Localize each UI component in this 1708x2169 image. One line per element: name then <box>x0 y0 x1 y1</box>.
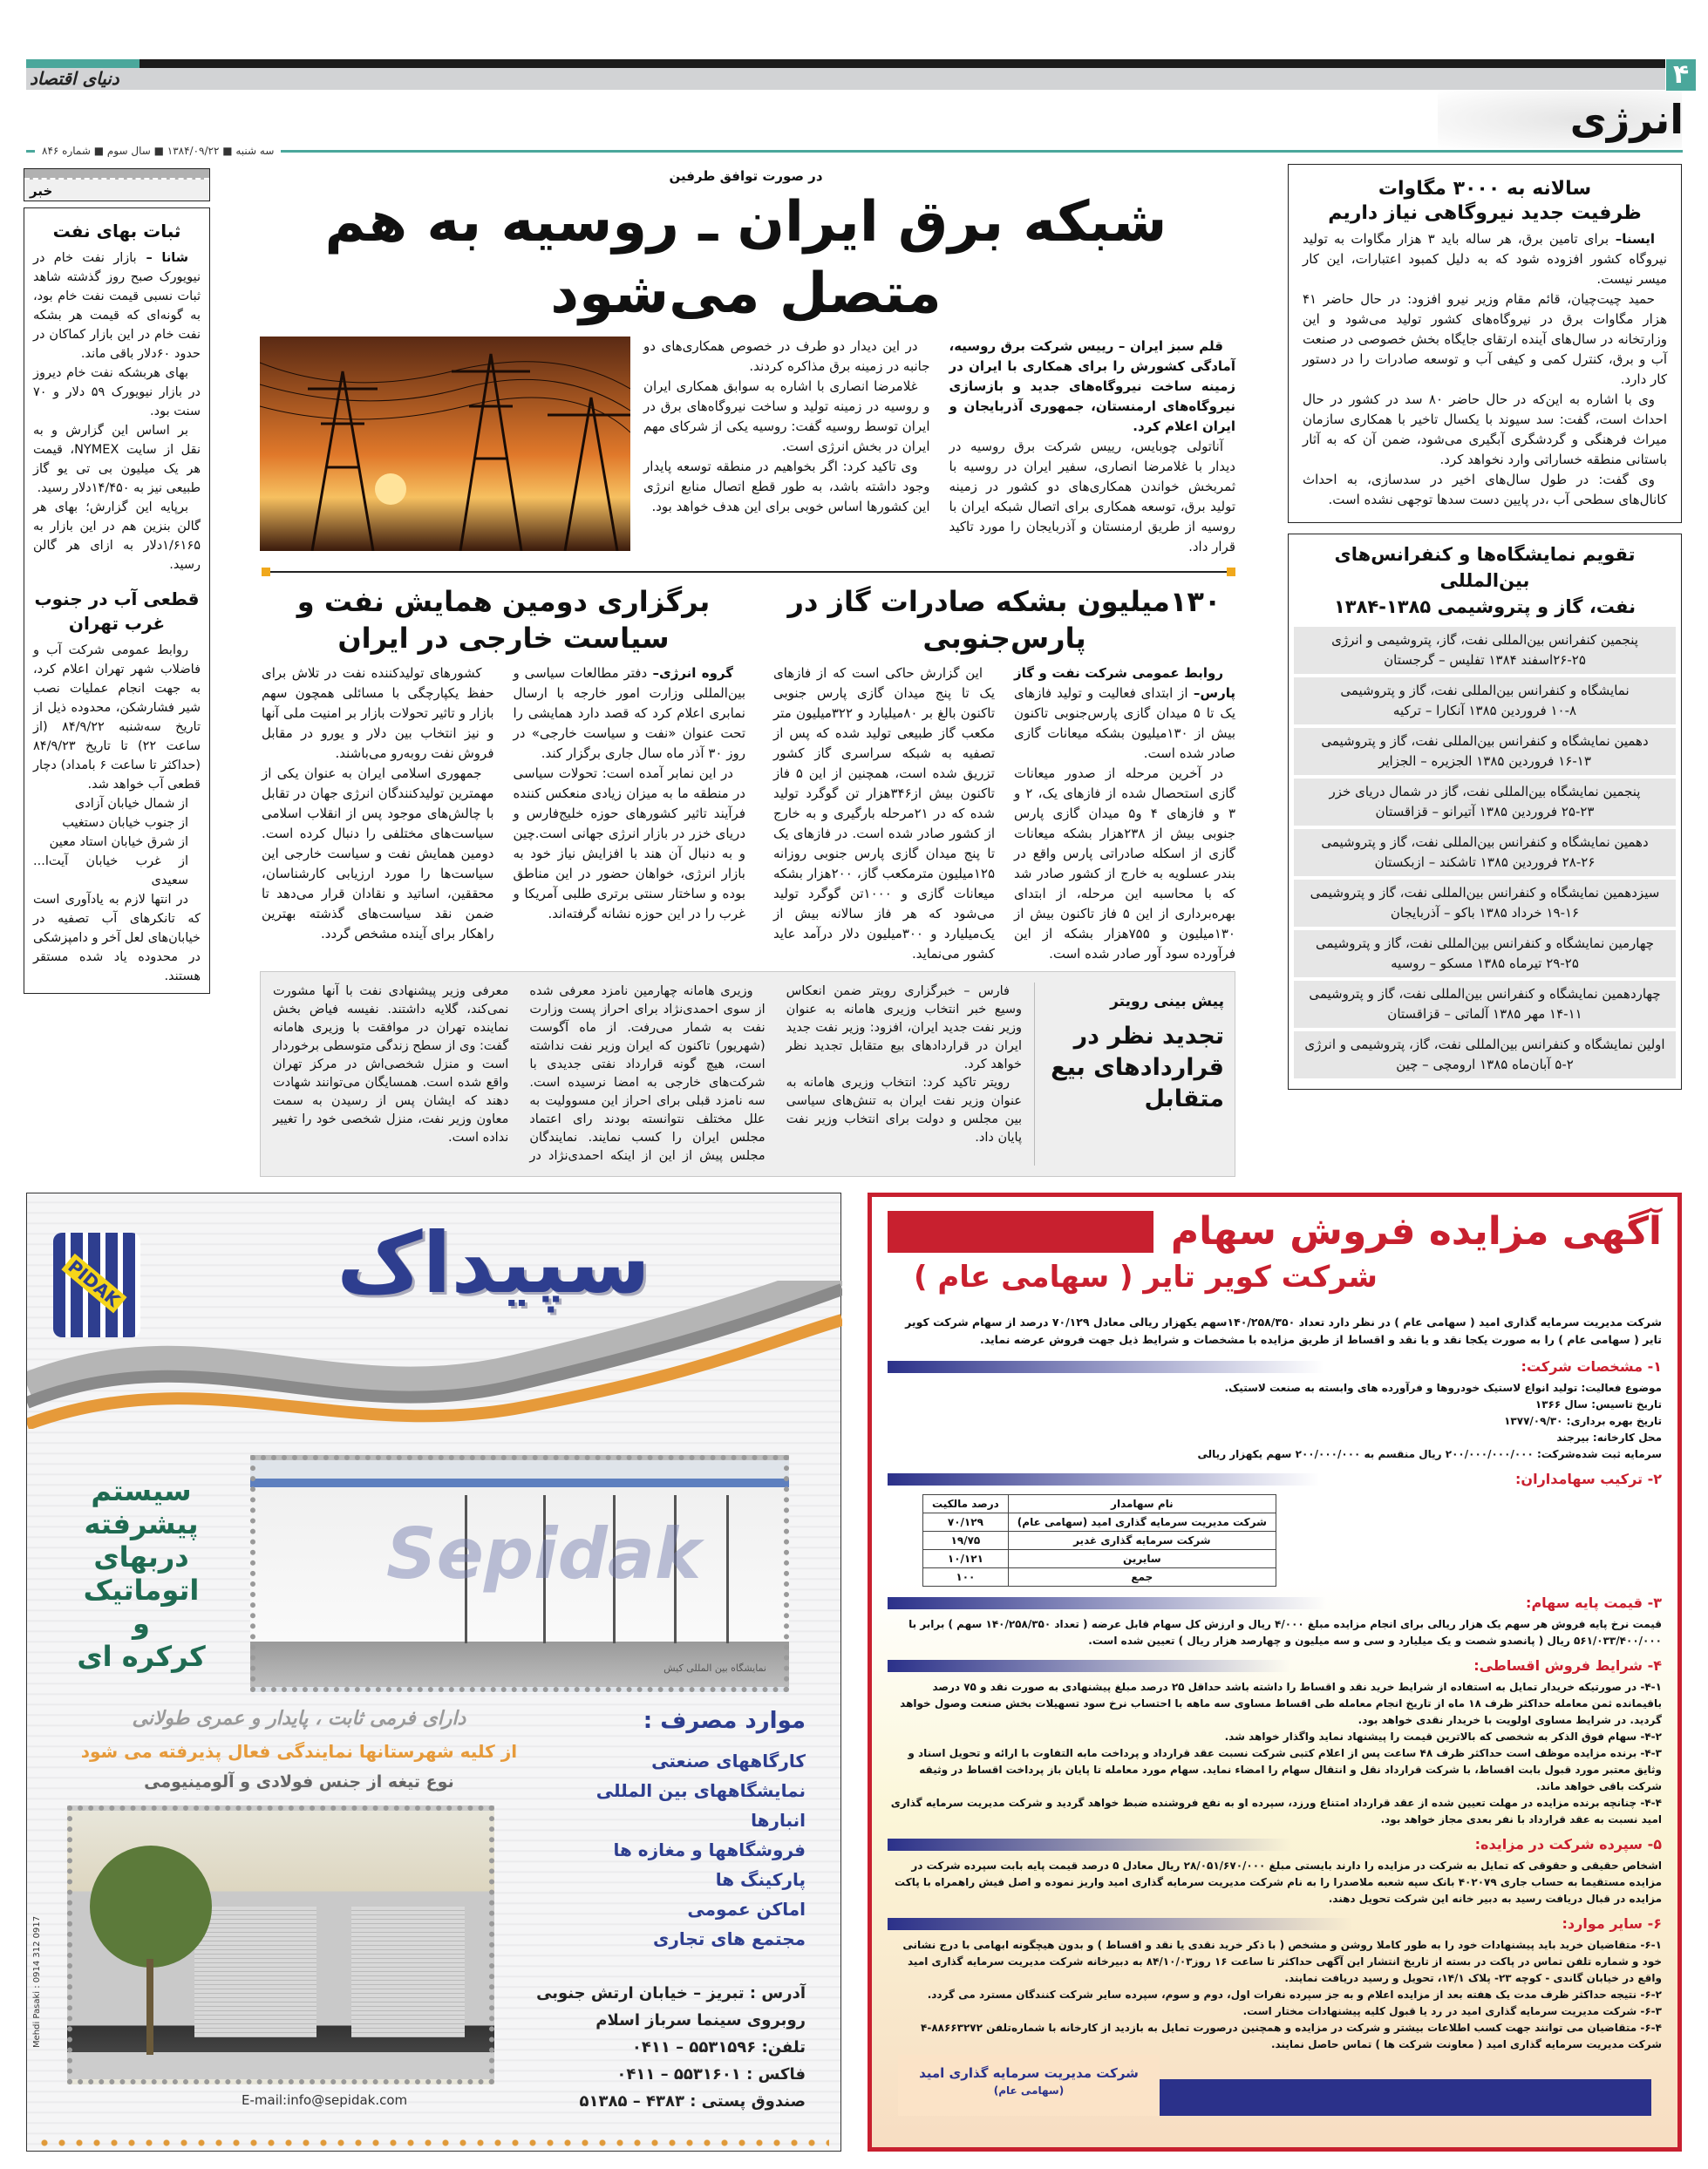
street-line: از شمال خیابان آزادی <box>74 797 188 811</box>
event-date-place: ۲۹-۲۵ تیرماه ۱۳۸۵ مسکو – روسیه <box>1391 955 1579 971</box>
lead-body <box>643 337 1235 557</box>
ad-lower <box>27 1692 840 2115</box>
hangar-doors-photo <box>250 1455 789 1692</box>
event-name: اولین نمایشگاه و کنفرانس بین‌المللی نفت، گاز، پتروشیمی و انرژی <box>1304 1037 1665 1052</box>
reuters-box <box>260 971 1235 1177</box>
cell: ۱۰/۱۲۱ <box>923 1550 1009 1568</box>
reuters-headline: تجدید نظر در قراردادهای بیع متقابل <box>1051 1023 1224 1112</box>
spec-line: محل کارخانه: بیرجند <box>1556 1431 1662 1444</box>
cell: ۱۰۰ <box>923 1568 1009 1587</box>
spec-line: تاریخ تاسیس: سال ۱۳۶۶ <box>1534 1398 1662 1411</box>
other-line: ۶-۲- نتیجه حداکثر ظرف مدت یک هفته بعد از مزایده اعلام و به جز سپرده نفرات اول، دوم و سوم، سپرده سایر شرکت کنندگان مسترد می گردد. <box>927 1989 1662 2001</box>
tagline: دارای فرمی ثابت ، پایدار و عمری طولانی <box>132 1708 466 1730</box>
paragraph: وی با اشاره به این‌که در حال حاضر ۸۰ سد در کشور در حال احداث است، گفت: سد سیوند با یکسال تاخیر با همکاری سازمان میراث فرهنگی و گردشگری آبگیری می‌شود، ضمن آن که به آثار باستانی منطقه خساراتی وارد نخواهد کرد. <box>1303 391 1667 467</box>
slogan <box>50 1474 233 1673</box>
slogan-line: سیستم <box>91 1474 192 1507</box>
paragraph: غلامرضا انصاری با اشاره به سوابق همکاری ایران و روسیه در زمینه تولید و ساخت نیروگاه‌های برق در ایران توسط روسیه گفت: روسیه یکی از شرکای مهم ایران در بخش انرژی است. <box>643 378 930 454</box>
event-date-place: ۲۵-۲۳ فروردین ۱۳۸۵ آتیرانو – قزاقستان <box>1375 804 1595 819</box>
cell: سایرین <box>1008 1550 1276 1568</box>
paragraph: قلم سبز ایران – رییس شرکت برق روسیه، آمادگی کشورش را برای همکاری با ایران در زمینه ساخت نیروگاه‌های جدید و بازسازی نیروگاه‌های ارمنستان، جمهوری آذربایجان و ایران اعلام کرد. <box>949 338 1235 434</box>
section-title: ۴- شرایط فروش اقساطی: <box>1473 1657 1662 1674</box>
table-row <box>923 1568 1276 1587</box>
dotted-border <box>36 2138 829 2147</box>
street-line: از غرب خیابان آیت‌ا... سعیدی <box>33 854 188 887</box>
uses-title: موارد مصرف : <box>643 1708 806 1734</box>
watermark: Sepidak <box>386 1513 702 1594</box>
blade-material: نوع تیغه از جنس فولادی و آلومینیومی <box>144 1772 454 1792</box>
event-name: پنجمین نمایشگاه بین‌المللی نفت، گاز در شمال دریای خزر <box>1329 784 1641 799</box>
auction-title: آگهی مزایده فروش سهام <box>1170 1209 1662 1254</box>
reuters-body <box>273 983 1022 1166</box>
signature-box <box>898 2055 1160 2116</box>
advertisements <box>26 1193 1682 2152</box>
lead-headline: شبکه برق ایران ـ روسیه به هم متصل می‌شود <box>324 190 1167 326</box>
gas-body <box>773 663 1235 964</box>
page-body <box>24 164 1682 1177</box>
paragraph: بر اساس این گزارش و به نقل از سایت NYMEX، قیمت هر یک میلیون بی تی یو گاز طبیعی نیز به ۱۴/۴۵۰دلار رسید. <box>33 424 201 495</box>
calendar-item <box>1294 930 1676 977</box>
newspaper-logo: دنیای اقتصاد <box>30 68 119 89</box>
pidak-logo <box>53 1233 140 1337</box>
reuters-kicker: پیش بینی رویتر <box>1110 993 1224 1010</box>
event-date-place: ۲۶-۲۵اسفند ۱۳۸۴ تفلیس – گرجستان <box>1384 652 1586 668</box>
contact-address <box>531 1980 806 2115</box>
section-title: ۱- مشخصات شرکت: <box>1521 1358 1662 1375</box>
logo-text: PIDAK <box>61 1254 126 1313</box>
slogan-line: اتوماتیک <box>83 1574 200 1607</box>
event-name: پنجمین کنفرانس بین‌المللی نفت، گاز، پتروشیمی و انرژی <box>1331 632 1638 648</box>
email: E-mail:info@sepidak.com <box>242 2092 408 2108</box>
brand-name: سپیداک <box>337 1214 650 1312</box>
use-item: اماکن عمومی <box>687 1899 806 1920</box>
gas-headline: ۱۳۰میلیون بشکه صادرات گاز در پارس‌جنوبی <box>787 585 1221 655</box>
lead-kicker: در صورت توافق طرفین <box>669 168 823 184</box>
deposit-text: اشخاص حقیقی و حقوقی که تمایل به شرکت در مزایده را دارند بایستی مبلغ ۲۸/۰۵۱/۶۷۰/۰۰۰ ریال معادل ۵ درصد قیمت پایه بابت سپرده شرکت در مزایده مستقیما به حساب جاری ۴۰۲۰۷۹ بانک سپه شعبه ملاصدرا را به نام شرکت مدیریت سرمایه گذاری امید واریز نموده و اصل فیش راهمراه با پاکت مزایده در قبال دریافت رسید به دبیر خانه این شرکت تحویل دهند. <box>895 1860 1662 1905</box>
other-line: ۶-۴- متقاضیان می توانند جهت کسب اطلاعات بیشتر و شرکت در مزایده و همچنین درصورت تمایل به بازدید از کارخانه با شماره‌تلفن ۸۸۶۶۳۲۷۲-۴ شرکت مدیریت سرمایه گذاری امید ( معاونت شرکت ها ) تماس حاصل نمایند. <box>921 2022 1662 2050</box>
section-title: ۲- ترکیب سهامداران: <box>1515 1471 1662 1487</box>
use-item: کارگاههای صنعتی <box>651 1751 806 1771</box>
title-row <box>888 1207 1662 1256</box>
conference-headline: برگزاری دومین همایش نفت و سیاست خارجی در ایران <box>296 585 711 655</box>
use-item: نمایشگاههای بین المللی <box>595 1780 806 1801</box>
event-date-place: ۱۰-۸ فروردین ۱۳۸۵ آنکارا – ترکیه <box>1392 703 1577 718</box>
paragraph: وی گفت: در طول سال‌های اخیر در سدسازی، به احداث کانال‌های سطحی آب ،در پایین دست سدها توجهی نشده است. <box>1303 472 1667 507</box>
event-date-place: ۱۹-۱۶ خرداد ۱۳۸۵ باکو – آذربایجان <box>1390 905 1580 921</box>
table-row <box>923 1532 1276 1550</box>
divider-marker <box>1227 568 1235 576</box>
ad-lower-right <box>531 1706 806 2115</box>
address-line: آدرس : تبریز – خیابان ارتش جنوبی <box>536 1984 806 2002</box>
second-row <box>256 583 1235 964</box>
event-name: سیزدهمین نمایشگاه و کنفرانس بین‌المللی نفت، گاز و پتروشیمی <box>1310 885 1660 901</box>
street-line: از جنوب خیابان دستغیب <box>62 816 188 830</box>
event-name: چهاردهمین نمایشگاه و کنفرانس بین‌المللی نفت، گاز و پتروشیمی <box>1309 986 1661 1002</box>
column-header: نام سهامدار <box>1008 1495 1276 1513</box>
lead-story <box>256 337 1235 557</box>
source-label: شانا – <box>136 251 188 265</box>
source-label: گروه انرژی– <box>647 665 733 681</box>
paragraph: در این دیدار دو طرف در خصوص همکاری‌های دو جانبه در زمینه برق مذاکره کردند. <box>643 338 930 374</box>
base-price-text: قیمت نرخ پایه فروش هر سهم یک هزار ریالی برای انجام مزایده مبلغ ۴/۰۰۰ ریال و ارزش کل سهام قابل عرضه ( تعداد ۱۴۰/۲۵۸/۳۵۰ سهم ) برابر با ۵۶۱/۰۳۳/۴۰۰/۰۰۰ ریال ( پانصدو شصت و یک میلیارد و سی و سه میلیون و چهارصد هزار ریال ) تعیین شده است. <box>908 1618 1662 1647</box>
paragraph: وزیری هامانه چهارمین نامزد معرفی شده از سوی احمدی‌نژاد برای احراز پست وزارت نفت به شمار می‌رفت. از ماه آگوست (شهریور) تاکنون که ایران وزیر نفت نداشته است، هیچ گونه قرارداد نفتی جدیدی با شرکت‌های خارجی به امضا نرسیده است. سه نامزد قبلی برای احراز این مسوولیت به علل مختلف نتوانسته بودند رای اعتماد مجلس ایران را کسب نمایند. نمایندگان مجلس پیش از این از اینکه احمدی‌نژاد در معرفی وزیر پیشنهادی نفت با آنها مشورت نمی‌کند، گلایه داشتند. نفیسه فیاض بخش نماینده تهران در موافقت با وزیری هامانه گفت: وی از سطح زندگی متوسطی برخوردار است و منزل شخصی‌اش در مرکز تهران واقع شده است. همسایگان می‌توانند شهادت دهند که ایشان پس از رسیدن به سمت معاون وزیر نفت، منزل شخصی خود را تغییر نداده است. <box>273 984 766 1163</box>
paragraph: آناتولی چوبایس، رییس شرکت برق روسیه در دیدار با غلامرضا انصاری، سفیر ایران در روسیه با ثمربخش خواندن همکاری‌های دو کشور در زمینه تولید برق، توسعه همکاری برای اتصال شبکه ایران با روسیه از طریق ارمنستان و آذربایجان را مورد تاکید قرار داد. <box>949 439 1235 554</box>
event-date-place: ۱۶-۱۳ فروردین ۱۳۸۵ الجزیره – الجزایر <box>1378 753 1591 769</box>
paragraph: کشورهای تولیدکننده نفت در تلاش برای حفظ یکپارچگی با مسائلی همچون سهم بازار و تاثیر تحولات بازار بر امنیت ملی آنها و نیز انتخاب بین دلار و یورو در مقابل فروش نفت روبه‌رو می‌باشند. <box>262 665 494 761</box>
shareholders-table <box>922 1494 1276 1587</box>
calendar-list <box>1294 627 1676 1078</box>
power-capacity-article <box>1288 164 1682 523</box>
condition-line: ۴-۴- چنانچه برنده مزایده در مهلت تعیین شده از عقد قرارداد امتناع ورزد، سپرده او به نفع فروشنده ضبط خواهد گردید و شرکت مدیریت سرمایه گذاری امید نسبت به عقد قرارداد با نفر بعدی مجاز خواهد بود. <box>890 1797 1662 1826</box>
paragraph: این گزارش حاکی است که از فازهای یک تا پنج میدان گازی پارس جنوبی تاکنون بالغ بر ۸۰میلیارد و ۳۲۲میلیون متر مکعب گاز طبیعی تولید شده که پس از تصفیه به شبکه سراسری گاز کشور تزریق شده است، همچنین از این ۵ فاز تاکنون بیش از۳۴۶هزار تن گوگرد تولید شده که در ۲۱مرحله بارگیری و به خارج از کشور صادر شده است. در فازهای یک تا پنج میدان گازی پارس جنوبی روزانه ۱۲۵میلیون مترمکعب گاز، ۲۰۰هزار بشکه میعانات گازی و ۱۰۰۰تن گوگرد تولید می‌شود که هر فاز سالانه بیش از یک‌میلیارد و ۳۰۰میلیون دلار درآمد عاید کشور می‌نماید. <box>773 665 996 962</box>
other-line: ۶-۱- متقاضیان خرید باید پیشنهادات خود را به طور کاملا روشن و مشخص ( با ذکر خرید نقدی یا نقد و اقساط ) و بدون هیچگونه ابهامی با درج نشانی خود و شماره تلفن تماس در پاکت در بسته از تاریخ انتشار این آگهی حداکثر تا ساعت ۱۶ روز۸۴/۱۰/۰۳ به دبیرخانه شرکت مدیریت سرمایه گذاری امید واقع در خیابان گاندی - کوچه ۲۳- پلاک ۱۴/۱، تحویل و رسید دریافت نمایند. <box>902 1939 1662 1984</box>
section-title: ۵- سپرده شرکت در مزایده: <box>1474 1836 1662 1853</box>
paragraph: وی تاکید کرد: اگر بخواهیم در منطقه توسعه پایدار وجود داشته باشد، به طور قطع اتصال منابع انرژی این کشورها اساس خوبی برای این هدف خواهد بود. <box>643 459 930 514</box>
calendar-item <box>1294 981 1676 1028</box>
use-item: فروشگاهها و مغازه ها <box>613 1839 806 1860</box>
cell: جمع <box>1008 1568 1276 1587</box>
calendar-item <box>1294 728 1676 775</box>
cell: شرکت مدیریت سرمایه گذاری امید (سهامی عام) <box>1008 1513 1276 1532</box>
event-date-place: ۱۴-۱۱ مهر ۱۳۸۵ آلماتی – قزاقستان <box>1387 1006 1582 1022</box>
exhibition-calendar <box>1288 534 1682 1090</box>
designer-credit: Mehdi Pasaki : 0914 312 0917 <box>32 1915 42 2048</box>
event-name: چهارمین نمایشگاه و کنفرانس بین‌المللی نفت، گاز و پتروشیمی <box>1315 935 1655 951</box>
top-bar <box>26 59 1665 68</box>
street-line: از شرق خیابان استاد معین <box>49 835 188 849</box>
source-label: ایسنا– <box>1609 231 1656 247</box>
calendar-item <box>1294 1031 1676 1078</box>
center-column <box>256 164 1235 1177</box>
slogan-line: کرکره ای <box>77 1640 206 1673</box>
left-column <box>24 164 210 994</box>
spec-line: تاریخ بهره برداری: ۱۳۷۷/۰۹/۳۰ <box>1504 1415 1662 1427</box>
agency-notice: از کلیه شهرستانها نمایندگی فعال پذیرفته می شود <box>80 1741 518 1762</box>
slogan-line: دربهای <box>93 1540 189 1574</box>
header-band <box>26 68 1665 90</box>
cell: شرکت سرمایه گذاری غدیر <box>1008 1532 1276 1550</box>
oil-price-body <box>33 248 201 575</box>
auction-subtitle: شرکت کویر تایر ( سهامی عام ) <box>914 1260 1378 1295</box>
event-name: دهمین نمایشگاه و کنفرانس بین‌المللی نفت، گاز و پتروشیمی <box>1321 834 1649 850</box>
paragraph: در آخرین مرحله از صدور میعانات گازی استحصال شده از فازهای یک، ۲ و ۳ و فازهای ۴ و۵ میدان گازی پارس جنوبی بیش از ۲۳۸هزار بشکه میعانات گازی از اسکله صادراتی پارس واقع در بندر عسلویه به خارج از کشور صادر شد که با محاسبه این مرحله، از ابتدای بهره‌برداری از این ۵ فاز تاکنون بیش از ۱۳۰میلیون و ۷۵۵هزار بشکه از این فرآورده سود آور صادر شده است. <box>1014 765 1236 962</box>
slogan-line: پیشرفته <box>84 1507 199 1540</box>
calendar-item <box>1294 880 1676 927</box>
paragraph: بازار نفت خام در نیویورک صبح روز گذشته شاهد ثبات نسبی قیمت نفت خام بود، به گونه‌ای که قیمت هر بشکه نفت خام در این بازار کماکان در حدود ۶۰دلار باقی ماند. <box>33 251 201 361</box>
signature: شرکت مدیریت سرمایه گذاری امید <box>919 2065 1139 2081</box>
paragraph: حمید چیت‌چیان، قائم مقام وزیر نیرو افزود: در حال حاضر ۴۱ هزار مگاوات برق در نیروگاه‌های کشور تولید می‌شود و این وزارتخانه در سال‌های آینده ارتقای جایگاه بخش خصوصی در صنعت آب و برق، کنترل کمی و کیفی آب و توسعه صادرات را در دستور کار دارد. <box>1303 291 1667 387</box>
calendar-item <box>1294 829 1676 876</box>
power-body <box>1303 229 1667 510</box>
right-column <box>1288 164 1682 1090</box>
paragraph: در انتها لازم به یادآوری است که تانکرهای آب تصفیه در خیابان‌های لعل آخر و دامپزشکی در محدوده یاد شده مستقر هستند. <box>33 893 201 983</box>
ad-header <box>27 1193 840 1455</box>
divider <box>256 566 1235 578</box>
ad-lower-left <box>67 1706 531 2109</box>
spec-line: موضوع فعالیت: تولید انواع لاستیک خودروها و فرآورده های وابسته به صنعت لاستیک. <box>1224 1382 1662 1394</box>
divider-marker <box>262 568 270 576</box>
cell: ۱۹/۷۵ <box>923 1532 1009 1550</box>
shopfront-photo <box>67 1805 494 2084</box>
water-cut-title: قطعی آب در جنوب غرب تهران <box>34 588 200 634</box>
address-line: روبروی سینما سرباز اسلام <box>595 2011 806 2030</box>
signature-bar <box>898 2065 1651 2116</box>
event-name: نمایشگاه و کنفرانس بین‌المللی نفت، گاز و پتروشیمی <box>1340 683 1630 698</box>
reuters-header <box>1034 983 1235 1166</box>
uses-list <box>531 1746 806 1954</box>
auction-intro: شرکت مدیریت سرمایه گذاری امید ( سهامی عام ) در نظر دارد تعداد ۱۴۰/۲۵۸/۳۵۰سهم یکهزار ریالی معادل ۷۰/۱۲۹ درصد از سهام شرکت کویر تایر ( سهامی عام ) را به صورت یکجا نقد و یا نقد و اقساط از طریق مزایده با مشخصات و شرایط ذیل جهت فروش عرضه نماید. <box>905 1316 1662 1346</box>
calendar-item <box>1294 677 1676 724</box>
calendar-title-line2: نفت، گاز و پتروشیمی ۱۳۸۵-۱۳۸۴ <box>1333 596 1637 617</box>
condition-line: ۴-۱- در صورتیکه خریدار تمایل به استفاده از شرایط خرید نقد و اقساط را داشته باشد حداقل ۲۵ درصد مبلغ پیشنهادی به صورت نقد و ۷۵ درصد باقیمانده ثمن معامله حداکثر ظرف ۱۸ ماه از تاریخ انجام معامله طی اقساط مساوی سه ماهه با احتساب نرخ سود تسهیلات بخش صنعت وصول خواهد گردید. در شرایط مساوی اولویت با خریدار نقدی خواهد بود. <box>900 1681 1662 1726</box>
paragraph: دفتر مطالعات سیاسی و بین‌المللی وزارت امور خارجه با ارسال نمابری اعلام کرد که قصد دارد همایشی را تحت عنوان «نفت و سیاست خارجی» در روز ۳۰ آذر ماه سال جاری برگزار کند. <box>513 665 745 761</box>
column-header: درصد مالکیت <box>923 1495 1009 1513</box>
source-label: روابط عمومی شرکت نفت و گاز پارس– <box>1014 665 1235 701</box>
section-title: انرژی <box>1569 96 1684 143</box>
paragraph: در این نمابر آمده است: تحولات سیاسی در منطقه ما به میزان زیادی منعکس کننده فرآیند تاثیر کشورهای حوزه خلیج‌فارس و دریای خزر در بازار انرژی جهانی است.چین و به دنبال آن هند با افزایش نیاز خود به بازار انرژی، خواهان حضور در این مناطق بوده و ساختار سنتی برتری طلبی آمریکا و غرب را در این حوزه نشانه گرفته‌اند. <box>513 765 745 921</box>
paragraph: روابط عمومی شرکت آب و فاضلاب شهر تهران اعلام کرد، به جهت انجام عملیات نصب شیر فشارشکن، محدوده ذیل از تاریخ سه‌شنبه ۸۴/۹/۲۲ (از ساعت ۲۲) تا تاریخ ۸۴/۹/۲۳ (حداکثر تا ساعت ۶ بامداد) دچار قطعی آب خواهد شد. <box>33 643 201 792</box>
paragraph: برای تامین برق، هر ساله باید ۳ هزار مگاوات به تولید نیروگاه کشور افزوده شود که به دلیل کمبود اعتبارات، این کار میسر نیست. <box>1303 231 1667 287</box>
share-auction-advertisement <box>868 1193 1682 2152</box>
use-item: انبارها <box>751 1810 806 1831</box>
signature-sub: (سهامی عام) <box>993 2084 1065 2097</box>
sepidak-advertisement <box>26 1193 841 2152</box>
dateline: سه شنبه ■ ۱۳۸۴/۰۹/۲۲ ■ سال سوم ■ شماره ۸۴۶ <box>35 143 281 159</box>
water-cut-body <box>33 641 201 986</box>
news-label-box <box>24 168 210 201</box>
cell: ۷۰/۱۲۹ <box>923 1513 1009 1532</box>
oil-price-title: ثبات بهای نفت <box>52 221 181 241</box>
ad-middle <box>27 1455 840 1692</box>
power-title-line2: ظرفیت جدید نیروگاهی نیاز داریم <box>1328 202 1642 224</box>
paragraph: رویتر تاکید کرد: انتخاب وزیری هامانه به عنوان وزیر نفت ایران به تنش‌های سیاسی بین مجلس و دولت برای انتخاب وزیر نفت پایان داد. <box>786 1076 1022 1145</box>
spec-line: سرمایه ثبت شده‌شرکت: ۲۰۰/۰۰۰/۰۰۰/۰۰۰ ریال منقسم به ۲۰۰/۰۰۰/۰۰۰ سهم یکهزار ریالی <box>1197 1448 1662 1460</box>
page-number: ۴ <box>1666 59 1696 91</box>
paragraph: برپایه این گزارش؛ بهای هر گالن بنزین هم در این بازار به ۱/۶۱۶۵دلار به ازای هر گالن رسید. <box>33 500 201 572</box>
event-date-place: ۵-۲ آبان‌ماه ۱۳۸۵ ارومچی – چین <box>1396 1057 1574 1072</box>
photo-caption: نمایشگاه بین المللی کیش <box>663 1662 766 1674</box>
power-title-line1: سالانه به ۳۰۰۰ مگاوات <box>1378 178 1592 200</box>
masthead <box>0 0 1708 164</box>
conference-story <box>262 583 745 944</box>
calendar-item <box>1294 627 1676 674</box>
short-news-column <box>24 207 210 994</box>
event-date-place: ۲۸-۲۶ فروردین ۱۳۸۵ تاشکند – ازبکستان <box>1374 854 1596 870</box>
po-box: صندوق پستی : ۴۳۸۳ – ۵۱۳۸۵ <box>579 2092 806 2111</box>
slogan-line: و <box>133 1607 150 1640</box>
gas-story <box>773 583 1235 964</box>
calendar-item <box>1294 779 1676 826</box>
condition-line: ۴-۳- برنده مزایده موظف است حداکثر ظرف ۴۸ ساعت پس از اعلام کتبی شرکت نسبت عقد قرارداد و پرداخت مابه التفاوت با ارائه و تحویل اسناد و وثایق معتبر مورد قبول بابت اقساط، با شرکت قرارداد نقل و انتقال سهام را امضاء نماید. سهام مورد معامله تا پایان باز پرداخت اقساط در وثیقه شرکت باقی خواهد ماند. <box>908 1747 1662 1792</box>
condition-line: ۴-۲- سهام فوق الذکر به شخصی که بالاترین قیمت را پیشنهاد نماید واگذار خواهد شد. <box>1224 1730 1662 1743</box>
paragraph: از ابتدای فعالیت و تولید فازهای یک تا ۵ میدان گازی پارس‌جنوبی تاکنون بیش از ۱۳۰میلیون بشکه میعانات گازی صادر شده است. <box>1014 685 1235 761</box>
news-label: خبر <box>30 183 53 199</box>
conference-body <box>262 663 745 944</box>
section-title: ۶- سایر موارد: <box>1562 1915 1662 1932</box>
paragraph: فارس – خبرگزاری رویتر ضمن انعکاس وسیع خبر انتخاب وزیری هامانه به عنوان وزیر نفت جدید ایران، افزود: وزیر نفت جدید ایران در قراردادهای بیع متقابل تجدید نظر خواهد کرد. <box>786 984 1022 1071</box>
calendar-title-line1: تقویم نمایشگاه‌ها و کنفرانس‌های بین‌المللی <box>1334 544 1636 591</box>
use-item: مجتمع های تجاری <box>653 1928 806 1949</box>
table-row <box>923 1550 1276 1568</box>
use-item: پارکینگ ها <box>715 1869 806 1890</box>
paragraph: بهای هربشکه نفت خام دیروز در بازار نیویورک ۵۹ دلار و ۷۰ سنت بود. <box>33 366 201 418</box>
table-row <box>923 1513 1276 1532</box>
other-line: ۶-۳- شرکت مدیریت سرمایه گذاری امید در رد یا قبول کلیه پیشنهادات مختار است. <box>1242 2005 1662 2017</box>
fax: فاکس : ۵۵۳۱۶۰۱ – ۰۴۱۱ <box>616 2065 806 2084</box>
title-bar <box>888 1211 1153 1253</box>
power-lines-photo <box>260 337 630 551</box>
paragraph: جمهوری اسلامی ایران به عنوان یکی از مهمترین تولیدکنندگان انرژی جهان در تقابل با چالش‌های موجود پس از انقلاب اسلامی سیاست‌های مختلفی را دنبال کرده است. دومین همایش نفت و سیاست خارجی این سیاست‌ها را مورد ارزیابی کارشناسان، محققین، اساتید و نقادان قرار می‌دهد تا ضمن نقد سیاست‌های گذشته بهترین راهکار برای آینده مشخص گردد. <box>262 765 494 942</box>
phone: تلفن: ۵۵۳۱۵۹۶ – ۰۴۱۱ <box>631 2038 806 2057</box>
section-title: ۳- قیمت پایه سهام: <box>1526 1594 1662 1611</box>
event-name: دهمین نمایشگاه و کنفرانس بین‌المللی نفت، گاز و پتروشیمی <box>1321 733 1649 749</box>
